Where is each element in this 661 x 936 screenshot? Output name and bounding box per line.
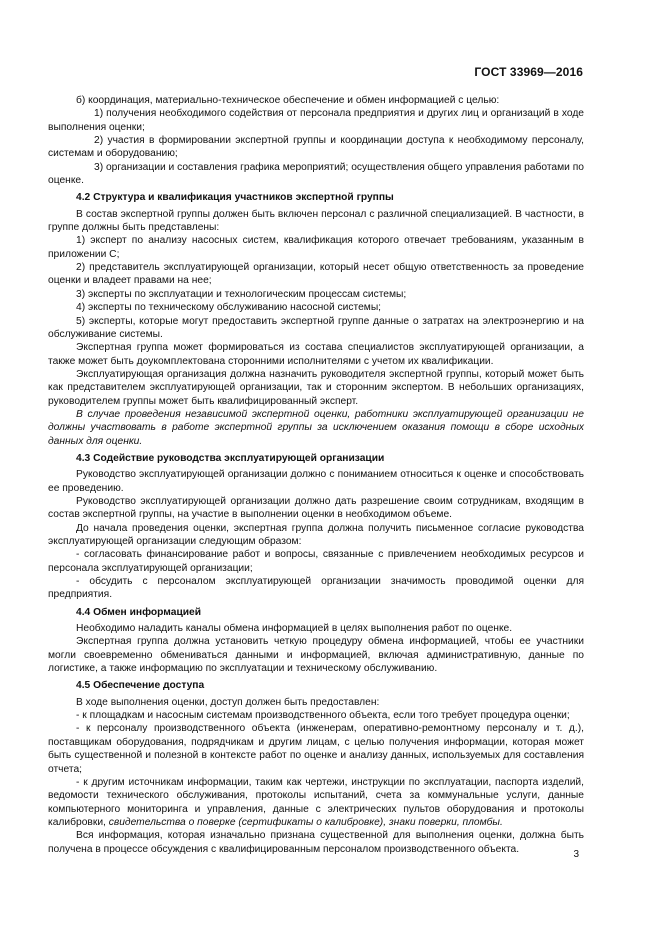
paragraph: До начала проведения оценки, экспертная группа должна получить письменное согласие руководства эксплуатирующей организации следующим образом: (48, 522, 584, 547)
list-item-text: - к другим источникам информации, таким как чертежи, инструкции по эксплуатации, паспорта изделий, ведомости технического обслуживания, протоколы испытаний, счета за коммунальные услуги, данные компьютерного мониторинга и управления, данные с электрических пультов оборудования и протоколы калибровки, (48, 776, 584, 828)
list-item: б) координация, материально-техническое обеспечение и обмен информацией с целью: (76, 95, 500, 106)
paragraph: Необходимо наладить каналы обмена информацией в целях выполнения работ по оценке. (76, 623, 513, 635)
section-heading-4-5: 4.5 Обеспечение доступа (76, 680, 205, 692)
list-item-italic-text: свидетельства о поверке (сертификаты о калибровке), знаки поверки, пломбы. (108, 816, 503, 828)
paragraph: Вся информация, которая изначально признана существенной для выполнения оценки, должна быть получена в процессе обсуждения с квалифицированным персоналом производственного объекта. (48, 830, 584, 855)
paragraph: Руководство эксплуатирующей организации должно дать разрешение своим сотрудникам, входящим в состав экспертной группы, на участие в выполнении оценки в необходимом объеме. (48, 495, 584, 521)
list-item: 4) эксперты по техническому обслуживанию насосной системы; (76, 302, 382, 314)
list-item: - согласовать финансирование работ и вопросы, связанные с привлечением необходимых ресурсов и персонала эксплуатирующей организации; (48, 549, 584, 574)
list-item: - к площадкам и насосным системам производственного объекта, если того требует процедура оценки; (76, 710, 570, 722)
paragraph: Эксплуатирующая организация должна назначить руководителя экспертной группы, который может быть как представителем эксплуатирующей организации, так и сторонним экспертом. В небольших организациях, руководителем группы может быть квалифицированный эксперт. (48, 368, 584, 407)
list-item: 1) получения необходимого содействия от персонала предприятия и других лиц и организаций в ходе выполнения оценки; (48, 108, 584, 133)
section-heading-4-2: 4.2 Структура и квалификация участников экспертной группы (76, 192, 394, 204)
page-content (48, 94, 584, 856)
standard-designation: ГОСТ 33969—2016 (474, 65, 583, 79)
paragraph: Экспертная группа может формироваться из состава специалистов эксплуатирующей организации, а также может быть доукомплектована сторонними исполнителями с учетом их квалификации. (48, 342, 584, 367)
list-item: 1) эксперт по анализу насосных систем, квалификация которого отвечает требованиям, указанным в приложении С; (48, 235, 584, 260)
list-item: 5) эксперты, которые могут предоставить экспертной группе данные о затратах на электроэнергию и на обслуживание системы. (48, 315, 584, 340)
list-item: 3) организации и составления графика мероприятий; осуществления общего управления работами по оценке. (48, 161, 584, 187)
paragraph: В ходе выполнения оценки, доступ должен быть предоставлен: (76, 696, 380, 708)
list-item: 2) представитель эксплуатирующей организации, который несет общую ответственность за проведение оценки и владеет правами на нее; (48, 262, 584, 287)
paragraph: Руководство эксплуатирующей организации должно с пониманием относиться к оценке и способствовать ее проведению. (48, 469, 584, 494)
page-number: 3 (573, 849, 579, 860)
italic-note: В случае проведения независимой экспертной оценки, работники эксплуатирующей организации не должны участвовать в работе экспертной группы за исключением оказания помощи в сборе исходных данных для оценки. (48, 408, 584, 447)
list-item: 3) эксперты по эксплуатации и технологическим процессам системы; (76, 288, 407, 300)
list-item: - к персоналу производственного объекта (инженерам, оперативно-ремонтному персоналу и т. д.), поставщикам оборудования, подрядчикам и другим лицам, с целью получения информации, которая может быть существенной и полезной в контексте работ по оценке и анализу данных, используемых для составления отчета; (48, 723, 584, 775)
section-heading-4-4: 4.4 Обмен информацией (76, 606, 202, 618)
list-item (48, 776, 584, 829)
paragraph: В состав экспертной группы должен быть включен персонал с различной специализацией. В частности, в группе должны быть представлены: (48, 208, 584, 234)
list-item: 2) участия в формировании экспертной группы и координации доступа к необходимому персоналу, системам и оборудованию; (48, 135, 584, 160)
section-heading-4-3: 4.3 Содействие руководства эксплуатирующей организации (76, 452, 385, 464)
list-item: - обсудить с персоналом эксплуатирующей организации значимость проводимой оценки для предприятия. (48, 576, 584, 601)
paragraph: Экспертная группа должна установить четкую процедуру обмена информацией, чтобы ее участники могли своевременно обмениваться данными и информацией, включая административную, данные по логистике, а также информацию по эксплуатации и техническому обслуживанию. (48, 636, 584, 675)
